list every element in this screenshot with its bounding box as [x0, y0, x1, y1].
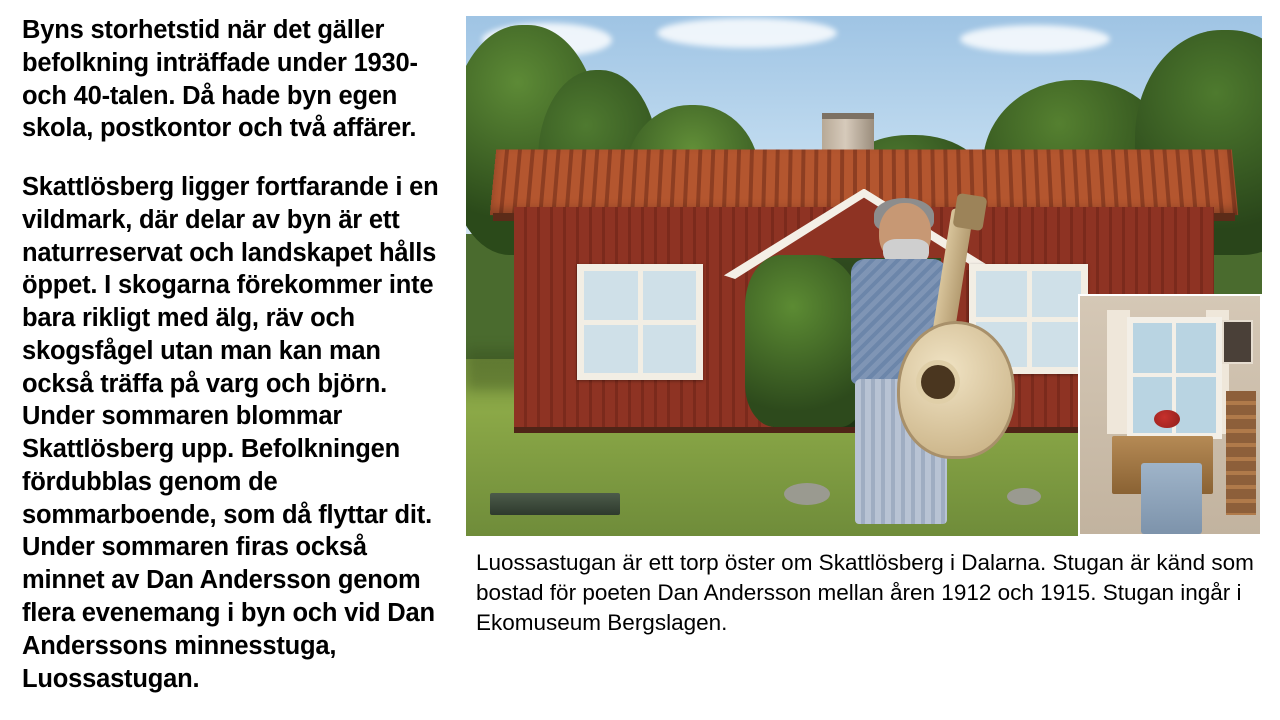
body-text-column: [22, 14, 454, 695]
stone: [784, 483, 830, 505]
interior-inset-photo: [1078, 294, 1262, 536]
window-mullion: [584, 320, 696, 325]
framed-portrait: [1222, 320, 1253, 364]
window-left: [577, 264, 703, 381]
wooden-bench: [490, 493, 620, 515]
image-caption: [476, 548, 1266, 638]
cottage-photo: [466, 16, 1262, 536]
caption-text: Luossastugan är ett torp öster om Skattlösberg i Dalarna. Stugan är känd som bostad för poeten Dan Andersson mellan åren 1912 och 1915. Stugan ingår i Ekomuseum Bergslagen.: [476, 550, 1254, 635]
window-mullion: [1133, 373, 1216, 377]
lute-headstock: [952, 193, 987, 231]
stone: [1007, 488, 1041, 505]
chair: [1141, 463, 1202, 534]
lute-body: [897, 321, 1015, 459]
body-paragraph-2: Skattlösberg ligger fortfarande i en vildmark, där delar av byn är ett naturreservat och landskapet hålls öppet. I skogarna förekommer inte bara rikligt med älg, räv och skogsfågel utan man kan man också träffa på varg och björn. Under sommaren blommar Skattlösberg upp. Befolkningen fördubblas genom de sommarboende, som då flyttar dit. Under sommaren firas också minnet av Dan Andersson genom flera evenemang i byn och vid Dan Anderssons minnesstuga, Luossastugan.: [22, 173, 439, 693]
man-playing-lute: [816, 203, 991, 536]
body-paragraph-1: Byns storhetstid när det gäller befolkning inträffade under 1930- och 40-talen. Då hade byn egen skola, postkontor och två affärer.: [22, 16, 418, 143]
bookshelf: [1226, 391, 1257, 515]
flower-vase: [1154, 410, 1180, 428]
window-mullion: [976, 317, 1081, 322]
photo-block: [466, 16, 1262, 536]
